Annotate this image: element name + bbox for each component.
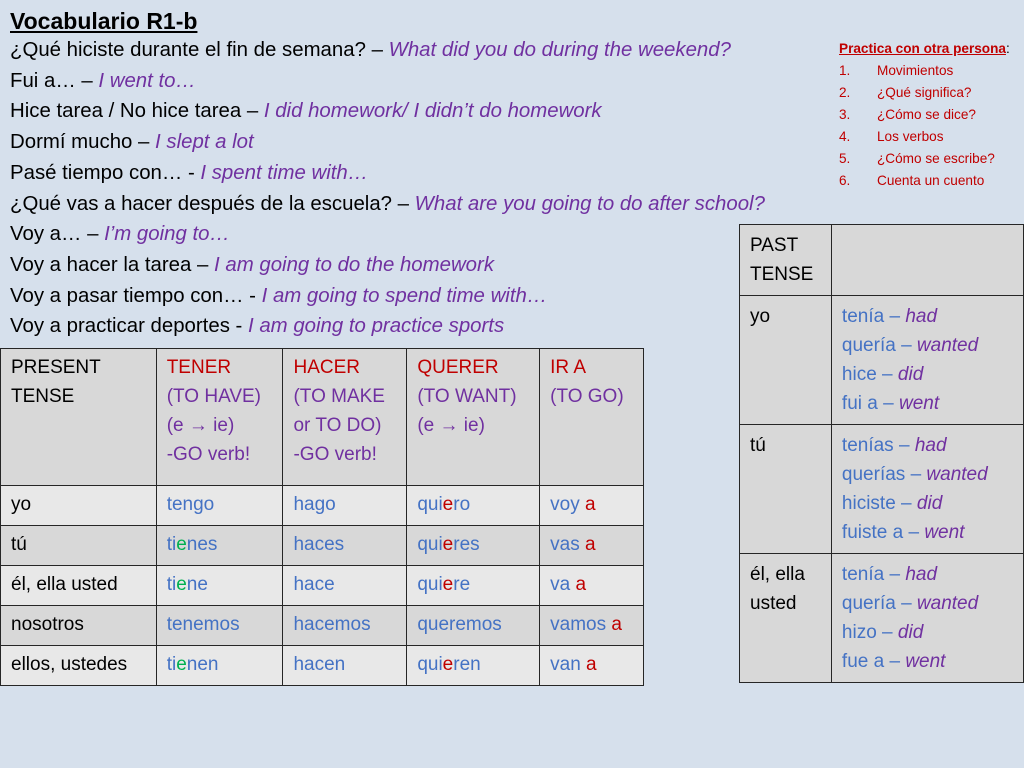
table-header-row (1, 349, 644, 486)
person-text: usted (750, 593, 797, 614)
ending: re (453, 574, 471, 595)
ir-cell (540, 606, 644, 646)
past-verb (842, 560, 1013, 589)
vocab-english: I did homework/ I didn’t do homework (263, 100, 602, 123)
ir-form: vamos (550, 614, 612, 635)
querer-cell (407, 646, 540, 686)
stem: ti (166, 534, 177, 555)
past-verb (842, 647, 1013, 676)
verb-name: TENER (166, 357, 232, 378)
verb-gloss: (TO GO) (550, 386, 624, 407)
vocab-spanish: Voy a practicar deportes - (10, 315, 249, 338)
verb-spanish: hiciste (841, 493, 896, 514)
ir-cell (540, 486, 644, 526)
hacer-cell: hacen (283, 646, 407, 686)
ir-form: van (550, 654, 587, 675)
arrow-right-icon: → (188, 415, 208, 436)
stem-change-note (417, 411, 529, 440)
separator: – (905, 464, 927, 485)
verb-name: IR A (550, 357, 587, 378)
hacer-cell: hacemos (283, 606, 407, 646)
past-verbs-cell (831, 554, 1023, 683)
stem-change-note (167, 411, 273, 440)
past-verbs-cell (831, 425, 1023, 554)
vocab-spanish: Voy a hacer la tarea – (10, 253, 215, 276)
vocab-english: I went to… (98, 69, 196, 92)
practice-item (839, 82, 1010, 104)
vocab-line (10, 189, 765, 220)
go-verb-note: -GO verb! (166, 444, 251, 465)
past-verb (842, 302, 1013, 331)
vocab-spanish: Fui a… – (10, 69, 99, 92)
separator: – (893, 435, 915, 456)
ending: ren (453, 654, 481, 675)
header-cell-ir-a (540, 349, 644, 486)
practice-item (839, 104, 1010, 126)
verb-english: had (914, 435, 947, 456)
past-verb (842, 618, 1013, 647)
person-text: él, ella (750, 564, 805, 585)
past-verb (842, 460, 1013, 489)
ir-cell (540, 566, 644, 606)
vocab-line (10, 127, 765, 158)
separator: – (884, 564, 906, 585)
person-cell: nosotros (1, 606, 157, 646)
past-verb (842, 518, 1013, 547)
practice-header (839, 38, 1010, 60)
tener-cell (156, 566, 283, 606)
practice-item-number: 5. (839, 151, 851, 166)
person-cell: yo (1, 486, 157, 526)
ending: ne (186, 574, 208, 595)
ending: ro (453, 494, 471, 515)
vocab-line (10, 158, 765, 189)
table-row (1, 486, 644, 526)
header-text: TENSE (11, 386, 75, 407)
present-tense-table (0, 348, 644, 686)
past-verb (842, 431, 1013, 460)
header-cell-querer (407, 349, 540, 486)
vocab-spanish: Voy a pasar tiempo con… - (10, 284, 262, 307)
hacer-cell: haces (283, 526, 407, 566)
past-verb (842, 331, 1013, 360)
stem-change-to: ie) (207, 415, 235, 436)
person-cell: tú (740, 425, 832, 554)
table-header-row (740, 225, 1024, 296)
header-cell-tener (156, 349, 283, 486)
verb-english: wanted (916, 335, 979, 356)
practice-item-number: 4. (839, 129, 851, 144)
vocab-line (10, 35, 765, 66)
past-verb (842, 589, 1013, 618)
verb-english: went (898, 393, 940, 414)
page-title: Vocabulario R1-b (10, 8, 198, 34)
ir-form: voy (550, 494, 585, 515)
stem-change: e (442, 494, 454, 515)
preposition-a: a (611, 614, 622, 635)
header-cell-hacer (283, 349, 407, 486)
vocab-spanish: Pasé tiempo con… - (10, 161, 201, 184)
verb-spanish: tenías (841, 435, 894, 456)
verb-name: HACER (293, 357, 360, 378)
past-tense-table (739, 224, 1024, 683)
verb-spanish: fue a (841, 651, 885, 672)
past-verb (842, 360, 1013, 389)
header-text: PAST (750, 235, 799, 256)
practice-item-text: ¿Cómo se dice? (877, 107, 976, 122)
person-cell: yo (740, 296, 832, 425)
vocab-line (10, 219, 765, 250)
header-text: TENSE (750, 264, 814, 285)
preposition-a: a (584, 494, 596, 515)
stem-change: e (176, 574, 187, 595)
separator: – (895, 335, 917, 356)
verb-english: went (924, 522, 965, 543)
ending: nes (186, 534, 218, 555)
separator: – (895, 593, 917, 614)
practice-list (839, 38, 1010, 192)
stem-change-from: (e (417, 415, 440, 436)
vocab-spanish: Dormí mucho – (10, 131, 156, 154)
practice-item-text: ¿Qué significa? (877, 85, 972, 100)
table-row (740, 296, 1024, 425)
verb-english: had (905, 564, 938, 585)
practice-item-text: Los verbos (877, 129, 944, 144)
verb-gloss: (TO WANT) (417, 386, 517, 407)
separator: – (895, 493, 917, 514)
stem-change-from: (e (166, 415, 189, 436)
vocab-english: I’m going to… (104, 223, 230, 246)
vocab-english: I am going to do the homework (214, 253, 495, 276)
hacer-cell: hace (283, 566, 407, 606)
person-cell: tú (1, 526, 157, 566)
header-cell-empty (831, 225, 1023, 296)
separator: – (884, 651, 906, 672)
verb-spanish: fui a (841, 393, 878, 414)
ir-form: vas (550, 534, 585, 555)
practice-item-text: ¿Cómo se escribe? (877, 151, 995, 166)
practice-item-text: Cuenta un cuento (877, 173, 985, 188)
verb-spanish: fuiste a (841, 522, 904, 543)
person-cell: él, ella usted (1, 566, 157, 606)
querer-cell (407, 486, 540, 526)
header-cell-tense (1, 349, 157, 486)
verb-english: did (897, 622, 924, 643)
stem: ti (166, 654, 177, 675)
verb-spanish: querías (841, 464, 906, 485)
vocab-english: I am going to spend time with… (261, 284, 548, 307)
vocab-line (10, 311, 765, 342)
ir-form: va (550, 574, 576, 595)
vocab-english: I slept a lot (155, 131, 254, 154)
separator: – (903, 522, 925, 543)
practice-item-number: 1. (839, 63, 851, 78)
verb-english: wanted (916, 593, 979, 614)
past-verb (842, 389, 1013, 418)
arrow-right-icon: → (439, 415, 459, 436)
stem-change-to: ie) (458, 415, 485, 436)
practice-item-text: Movimientos (877, 63, 954, 78)
tener-cell: tengo (156, 486, 283, 526)
querer-cell: queremos (407, 606, 540, 646)
vocab-spanish: ¿Qué vas a hacer después de la escuela? – (10, 192, 415, 215)
preposition-a: a (584, 534, 596, 555)
separator: – (876, 364, 898, 385)
past-verbs-cell (831, 296, 1023, 425)
vocab-spanish: Hice tarea / No hice tarea – (10, 100, 264, 123)
practice-header-colon: : (1005, 41, 1010, 56)
practice-item (839, 60, 1010, 82)
verb-spanish: tenía (841, 564, 885, 585)
practice-item-number: 2. (839, 85, 851, 100)
vocab-english: What are you going to do after school? (414, 192, 765, 215)
ending: nen (186, 654, 219, 675)
stem-change: e (442, 574, 454, 595)
table-row (740, 554, 1024, 683)
vocab-line (10, 250, 765, 281)
stem: qui (417, 534, 443, 555)
vocab-spanish: ¿Qué hiciste durante el fin de semana? – (10, 39, 389, 61)
vocab-line (10, 96, 765, 127)
verb-gloss: (TO HAVE) (166, 386, 262, 407)
vocab-spanish: Voy a… – (10, 223, 105, 246)
table-row (1, 646, 644, 686)
vocab-english: I am going to practice sports (248, 315, 505, 338)
table-row (1, 526, 644, 566)
go-verb-note: -GO verb! (293, 444, 377, 465)
person-cell: ellos, ustedes (1, 646, 157, 686)
practice-item (839, 148, 1010, 170)
ir-cell (540, 646, 644, 686)
table-row (1, 606, 644, 646)
stem-change: e (442, 534, 454, 555)
separator: – (884, 306, 906, 327)
stem-change: e (176, 534, 187, 555)
verb-spanish: hice (841, 364, 877, 385)
vocab-line (10, 66, 765, 97)
verb-spanish: tenía (841, 306, 885, 327)
stem-change: e (176, 654, 187, 675)
separator: – (877, 393, 899, 414)
verb-spanish: quería (841, 593, 896, 614)
preposition-a: a (586, 654, 597, 675)
stem-change: e (442, 654, 454, 675)
verb-name: QUERER (417, 357, 499, 378)
header-text: PRESENT (11, 357, 101, 378)
person-cell (740, 554, 832, 683)
table-row (1, 566, 644, 606)
tener-cell (156, 526, 283, 566)
verb-english: did (897, 364, 924, 385)
ending: res (453, 534, 480, 555)
practice-item (839, 126, 1010, 148)
vocab-line (10, 281, 765, 312)
verb-english: went (905, 651, 946, 672)
table-row (740, 425, 1024, 554)
header-cell-tense (740, 225, 832, 296)
practice-header-text: Practica con otra persona (839, 41, 1006, 56)
tener-cell (156, 646, 283, 686)
stem: qui (417, 654, 443, 675)
practice-item-number: 6. (839, 173, 851, 188)
past-verb (842, 489, 1013, 518)
stem: qui (417, 574, 443, 595)
vocab-english: I spent time with… (200, 161, 369, 184)
preposition-a: a (575, 574, 587, 595)
vocab-english: What did you do during the weekend? (388, 39, 731, 61)
verb-gloss: (TO MAKE (293, 386, 385, 407)
tener-cell: tenemos (156, 606, 283, 646)
stem: ti (166, 574, 177, 595)
verb-gloss: or TO DO) (293, 415, 382, 436)
verb-spanish: quería (841, 335, 896, 356)
querer-cell (407, 526, 540, 566)
practice-item (839, 170, 1010, 192)
vocabulary-list (10, 35, 765, 342)
practice-item-number: 3. (839, 107, 851, 122)
verb-english: wanted (926, 464, 988, 485)
verb-english: had (905, 306, 938, 327)
querer-cell (407, 566, 540, 606)
stem: qui (417, 494, 443, 515)
ir-cell (540, 526, 644, 566)
verb-spanish: hizo (841, 622, 877, 643)
separator: – (876, 622, 898, 643)
verb-english: did (916, 493, 943, 514)
hacer-cell: hago (283, 486, 407, 526)
